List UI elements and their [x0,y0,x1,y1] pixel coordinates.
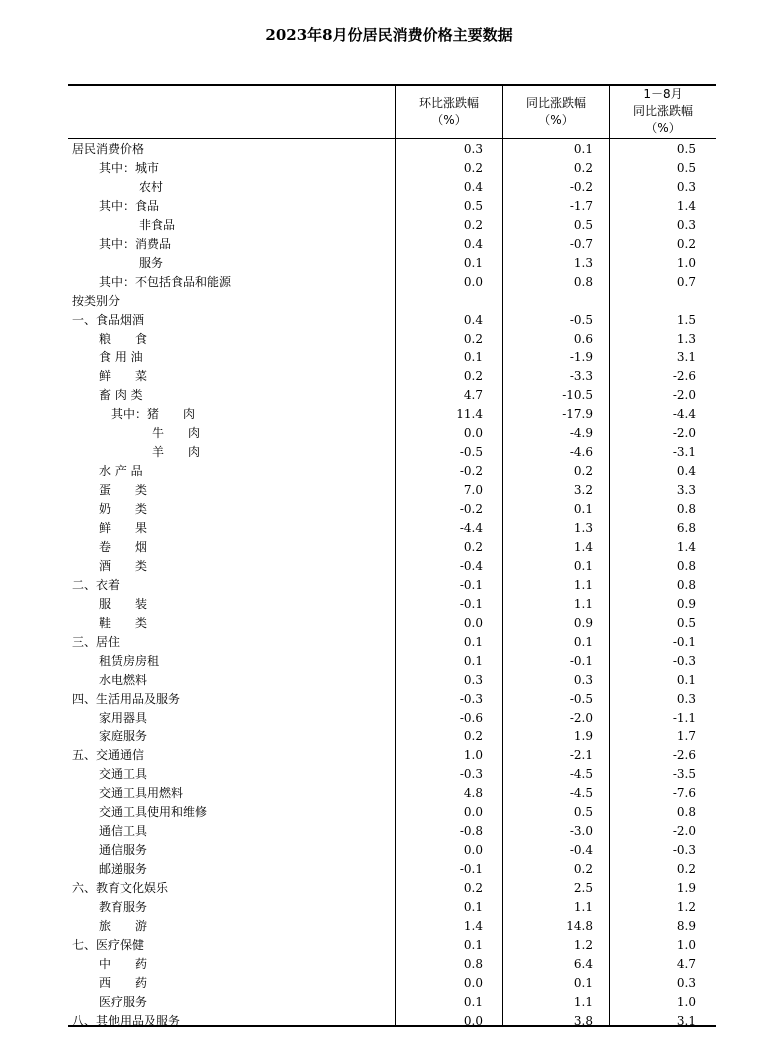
ytd-value: 6.8 [676,521,696,535]
yoy-value: 1.4 [573,539,593,554]
ytd-value: -4.4 [672,407,696,422]
mom-value: 0.8 [463,956,483,971]
table-row [68,500,716,519]
table-row [68,595,716,614]
ytd-value: 0.3 [676,179,696,194]
mom-value: 4.7 [463,388,483,403]
row-label: 服 装 [99,596,148,611]
table-row [68,405,716,424]
table-row [68,727,716,746]
row-label: 六、教育文化娱乐 [72,881,169,896]
row-label: 其中：城市 [99,160,160,175]
yoy-value: 2.5 [573,881,593,896]
row-label: 旅 游 [99,918,148,933]
yoy-value: 3.8 [573,1013,593,1028]
ytd-value: -2.0 [672,426,696,441]
yoy-value: -4.5 [569,767,593,782]
row-label: 牛 肉 [152,426,201,441]
row-label: 非食品 [139,217,176,232]
table-row [68,652,716,671]
yoy-value: -4.9 [569,426,593,441]
mom-value: 0.2 [463,217,483,232]
row-label: 一、食品烟酒 [72,312,145,327]
row-label: 三、居住 [72,634,121,649]
row-label: 酒 类 [99,558,148,573]
yoy-value: 0.6 [573,331,593,346]
ytd-value: 0.3 [676,975,696,990]
yoy-value: -4.6 [569,445,593,460]
table-row [68,216,716,235]
ytd-value: 1.9 [676,881,696,896]
ytd-value: 1.3 [676,331,696,346]
header-ytd-unit: （%） [645,121,681,135]
ytd-value: 3.3 [676,483,696,498]
yoy-value: 1.1 [573,994,593,1009]
ytd-value: 3.1 [676,1013,696,1028]
row-label: 农村 [139,179,164,194]
ytd-value: -2.6 [672,369,696,384]
yoy-value: -4.5 [569,786,593,801]
table-row [68,841,716,860]
mom-value: -0.8 [459,824,483,839]
table-row [68,273,716,292]
table-row [68,822,716,841]
mom-value: -0.2 [459,464,483,479]
table-row [68,481,716,500]
header-yoy-unit: （%） [538,113,574,127]
header-yoy-line1: 同比涨跌幅 [525,96,586,110]
table-row [68,633,716,652]
mom-value: 0.5 [463,198,483,213]
ytd-value: -7.6 [672,786,696,801]
yoy-value: 0.1 [573,975,593,990]
mom-value: 0.1 [463,350,483,365]
row-label: 水 产 品 [99,464,143,479]
yoy-value: 1.2 [573,937,593,952]
mom-value: 0.0 [463,426,483,441]
table-row [68,709,716,728]
mom-value: -0.2 [459,502,483,517]
yoy-value: 0.5 [573,805,593,820]
row-label: 粮 食 [99,331,148,346]
row-label: 中 药 [99,956,148,971]
ytd-value: 1.4 [676,198,696,213]
yoy-value: -3.3 [569,369,593,384]
table-row [68,917,716,936]
row-label: 租赁房房租 [99,653,160,668]
table-row [68,557,716,576]
row-label: 居民消费价格 [72,142,145,156]
yoy-value: 0.2 [573,160,593,175]
table-row [68,159,716,178]
page-title: 2023年8月份居民消费价格主要数据 [265,26,513,44]
table-row [68,784,716,803]
ytd-value: 1.7 [676,729,696,744]
table-row [68,538,716,557]
row-label: 鞋 类 [99,615,148,630]
yoy-value: 0.5 [573,217,593,232]
mom-value: 0.2 [463,331,483,346]
row-label: 邮递服务 [99,862,148,877]
mom-value: 7.0 [463,483,483,498]
ytd-value: -2.0 [672,388,696,403]
header-ytd-line1: 1－8月 [643,87,683,101]
ytd-value: 1.0 [676,937,696,952]
mom-value: -0.1 [459,577,483,592]
table-row [68,424,716,443]
header-yoy [503,95,609,129]
ytd-value: -2.6 [672,748,696,763]
yoy-value: -0.5 [569,312,593,327]
mom-value: -4.4 [459,521,483,535]
row-label: 通信工具 [99,824,148,839]
header-ytd-line2: 同比涨跌幅 [632,104,693,118]
row-label: 家用器具 [99,710,148,725]
yoy-value: -0.1 [569,653,593,668]
table-row [68,765,716,784]
header-mom [396,95,502,129]
ytd-value: 0.5 [676,142,696,156]
row-label: 家庭服务 [99,729,148,744]
yoy-value: 1.3 [573,521,593,535]
row-label: 教育服务 [99,900,148,914]
mom-value: 0.0 [463,805,483,820]
header-ytd [610,86,716,137]
yoy-value: 3.2 [573,483,593,498]
yoy-value: -0.7 [569,236,593,251]
yoy-value: 6.4 [573,956,593,971]
mom-value: 0.3 [463,142,483,156]
mom-value: 0.1 [463,634,483,649]
ytd-value: -0.3 [672,843,696,858]
yoy-value: 0.1 [573,502,593,517]
table-row [68,443,716,462]
table-row [68,348,716,367]
yoy-value: -3.0 [569,824,593,839]
mom-value: 0.2 [463,881,483,896]
mom-value: 0.1 [463,653,483,668]
row-label: 二、衣着 [72,577,121,592]
yoy-value: -0.5 [569,691,593,706]
row-label: 按类别分 [72,293,121,308]
mom-value: 0.3 [463,672,483,687]
yoy-value: 1.3 [573,255,593,270]
mom-value: 0.2 [463,369,483,384]
ytd-value: 0.5 [676,160,696,175]
yoy-value: 14.8 [566,918,593,933]
row-label: 八、其他用品及服务 [72,1013,181,1028]
yoy-value: -1.9 [569,350,593,365]
mom-value: 1.0 [463,748,483,763]
yoy-value: 1.1 [573,596,593,611]
mom-value: 0.2 [463,729,483,744]
table-row [68,1012,716,1031]
table-row [68,955,716,974]
mom-value: 0.2 [463,160,483,175]
yoy-value: -0.2 [569,179,593,194]
ytd-value: -1.1 [672,710,696,725]
ytd-value: -3.5 [672,767,696,782]
ytd-value: 0.7 [676,274,696,289]
table-row [68,292,716,311]
header-bottom-rule [68,138,716,139]
yoy-value: -2.1 [569,748,593,763]
yoy-value: 0.2 [573,464,593,479]
mom-value: 0.2 [463,539,483,554]
ytd-value: 3.1 [676,350,696,365]
table-row [68,330,716,349]
yoy-value: 0.9 [573,615,593,630]
row-label: 五、交通通信 [72,748,145,763]
ytd-value: 0.4 [676,464,696,479]
row-label: 鲜 果 [99,521,148,535]
mom-value: 0.0 [463,975,483,990]
yoy-value: 0.8 [573,274,593,289]
mom-value: -0.3 [459,691,483,706]
table-row [68,860,716,879]
table-row [68,576,716,595]
table-row [68,879,716,898]
row-label: 畜 肉 类 [99,388,143,403]
mom-value: 0.0 [463,615,483,630]
table-row [68,462,716,481]
yoy-value: -2.0 [569,710,593,725]
mom-value: 0.1 [463,937,483,952]
ytd-value: 0.8 [676,805,696,820]
table-row [68,746,716,765]
table-row [68,235,716,254]
mom-value: -0.6 [459,710,483,725]
ytd-value: 0.8 [676,558,696,573]
row-label: 食 用 油 [99,350,143,365]
table-row [68,178,716,197]
ytd-value: 8.9 [676,918,696,933]
ytd-value: 0.5 [676,615,696,630]
table-row [68,690,716,709]
row-label: 其中：不包括食品和能源 [99,274,232,289]
table-row [68,671,716,690]
row-label: 服务 [139,255,164,270]
ytd-value: 0.9 [676,596,696,611]
ytd-value: -0.1 [672,634,696,649]
yoy-value: -10.5 [562,388,593,403]
ytd-value: 4.7 [676,956,696,971]
table-row [68,386,716,405]
ytd-value: 0.2 [676,862,696,877]
yoy-value: 0.1 [573,558,593,573]
row-label: 七、医疗保健 [72,937,145,952]
mom-value: -0.1 [459,596,483,611]
mom-value: 0.4 [463,236,483,251]
ytd-value: 0.8 [676,502,696,517]
mom-value: -0.5 [459,445,483,460]
table-row [68,311,716,330]
table-row [68,254,716,273]
table-row [68,367,716,386]
mom-value: 0.0 [463,1013,483,1028]
yoy-value: 0.1 [573,634,593,649]
table-row [68,993,716,1012]
row-label: 水电燃料 [99,672,148,687]
mom-value: 0.1 [463,255,483,270]
table-row [68,936,716,955]
yoy-value: -17.9 [562,407,593,422]
ytd-value: 1.4 [676,539,696,554]
ytd-value: 0.2 [676,236,696,251]
yoy-value: 0.1 [573,142,593,156]
mom-value: 11.4 [456,407,483,422]
yoy-value: -1.7 [569,198,593,213]
yoy-value: 0.2 [573,862,593,877]
row-label: 西 药 [99,975,148,990]
ytd-value: -0.3 [672,653,696,668]
table-row [68,614,716,633]
row-label: 交通工具使用和维修 [99,805,208,820]
ytd-value: 0.3 [676,691,696,706]
row-label: 蛋 类 [99,483,148,498]
header-mom-line1: 环比涨跌幅 [418,96,479,110]
row-label: 其中：消费品 [99,236,172,251]
row-label: 鲜 菜 [99,369,148,384]
row-label: 其中：猪 肉 [111,407,196,422]
mom-value: 0.0 [463,843,483,858]
row-label: 通信服务 [99,843,148,858]
table-row [68,519,716,538]
row-label: 奶 类 [99,502,148,517]
row-label: 羊 肉 [152,445,201,460]
yoy-value: 1.9 [573,729,593,744]
yoy-value: -0.4 [569,843,593,858]
row-label: 卷 烟 [99,539,148,554]
yoy-value: 0.3 [573,672,593,687]
row-label: 交通工具用燃料 [99,786,184,801]
ytd-value: 0.8 [676,577,696,592]
row-label: 四、生活用品及服务 [72,691,181,706]
table-row [68,140,716,159]
mom-value: 0.1 [463,994,483,1009]
mom-value: -0.1 [459,862,483,877]
mom-value: 0.4 [463,179,483,194]
mom-value: 0.0 [463,274,483,289]
ytd-value: -3.1 [672,445,696,460]
table-row [68,974,716,993]
yoy-value: 1.1 [573,900,593,914]
ytd-value: 1.2 [676,900,696,914]
mom-value: 0.4 [463,312,483,327]
row-label: 医疗服务 [99,994,148,1009]
mom-value: 4.8 [463,786,483,801]
ytd-value: 0.1 [676,672,696,687]
ytd-value: 0.3 [676,217,696,232]
table-row [68,197,716,216]
header-mom-unit: （%） [431,113,467,127]
mom-value: -0.4 [459,558,483,573]
ytd-value: 1.5 [676,312,696,327]
mom-value: 0.1 [463,900,483,914]
mom-value: -0.3 [459,767,483,782]
yoy-value: 1.1 [573,577,593,592]
ytd-value: 1.0 [676,255,696,270]
mom-value: 1.4 [463,918,483,933]
table-row [68,803,716,822]
row-label: 交通工具 [99,767,148,782]
table-row [68,898,716,917]
row-label: 其中：食品 [99,198,160,213]
ytd-value: 1.0 [676,994,696,1009]
ytd-value: -2.0 [672,824,696,839]
